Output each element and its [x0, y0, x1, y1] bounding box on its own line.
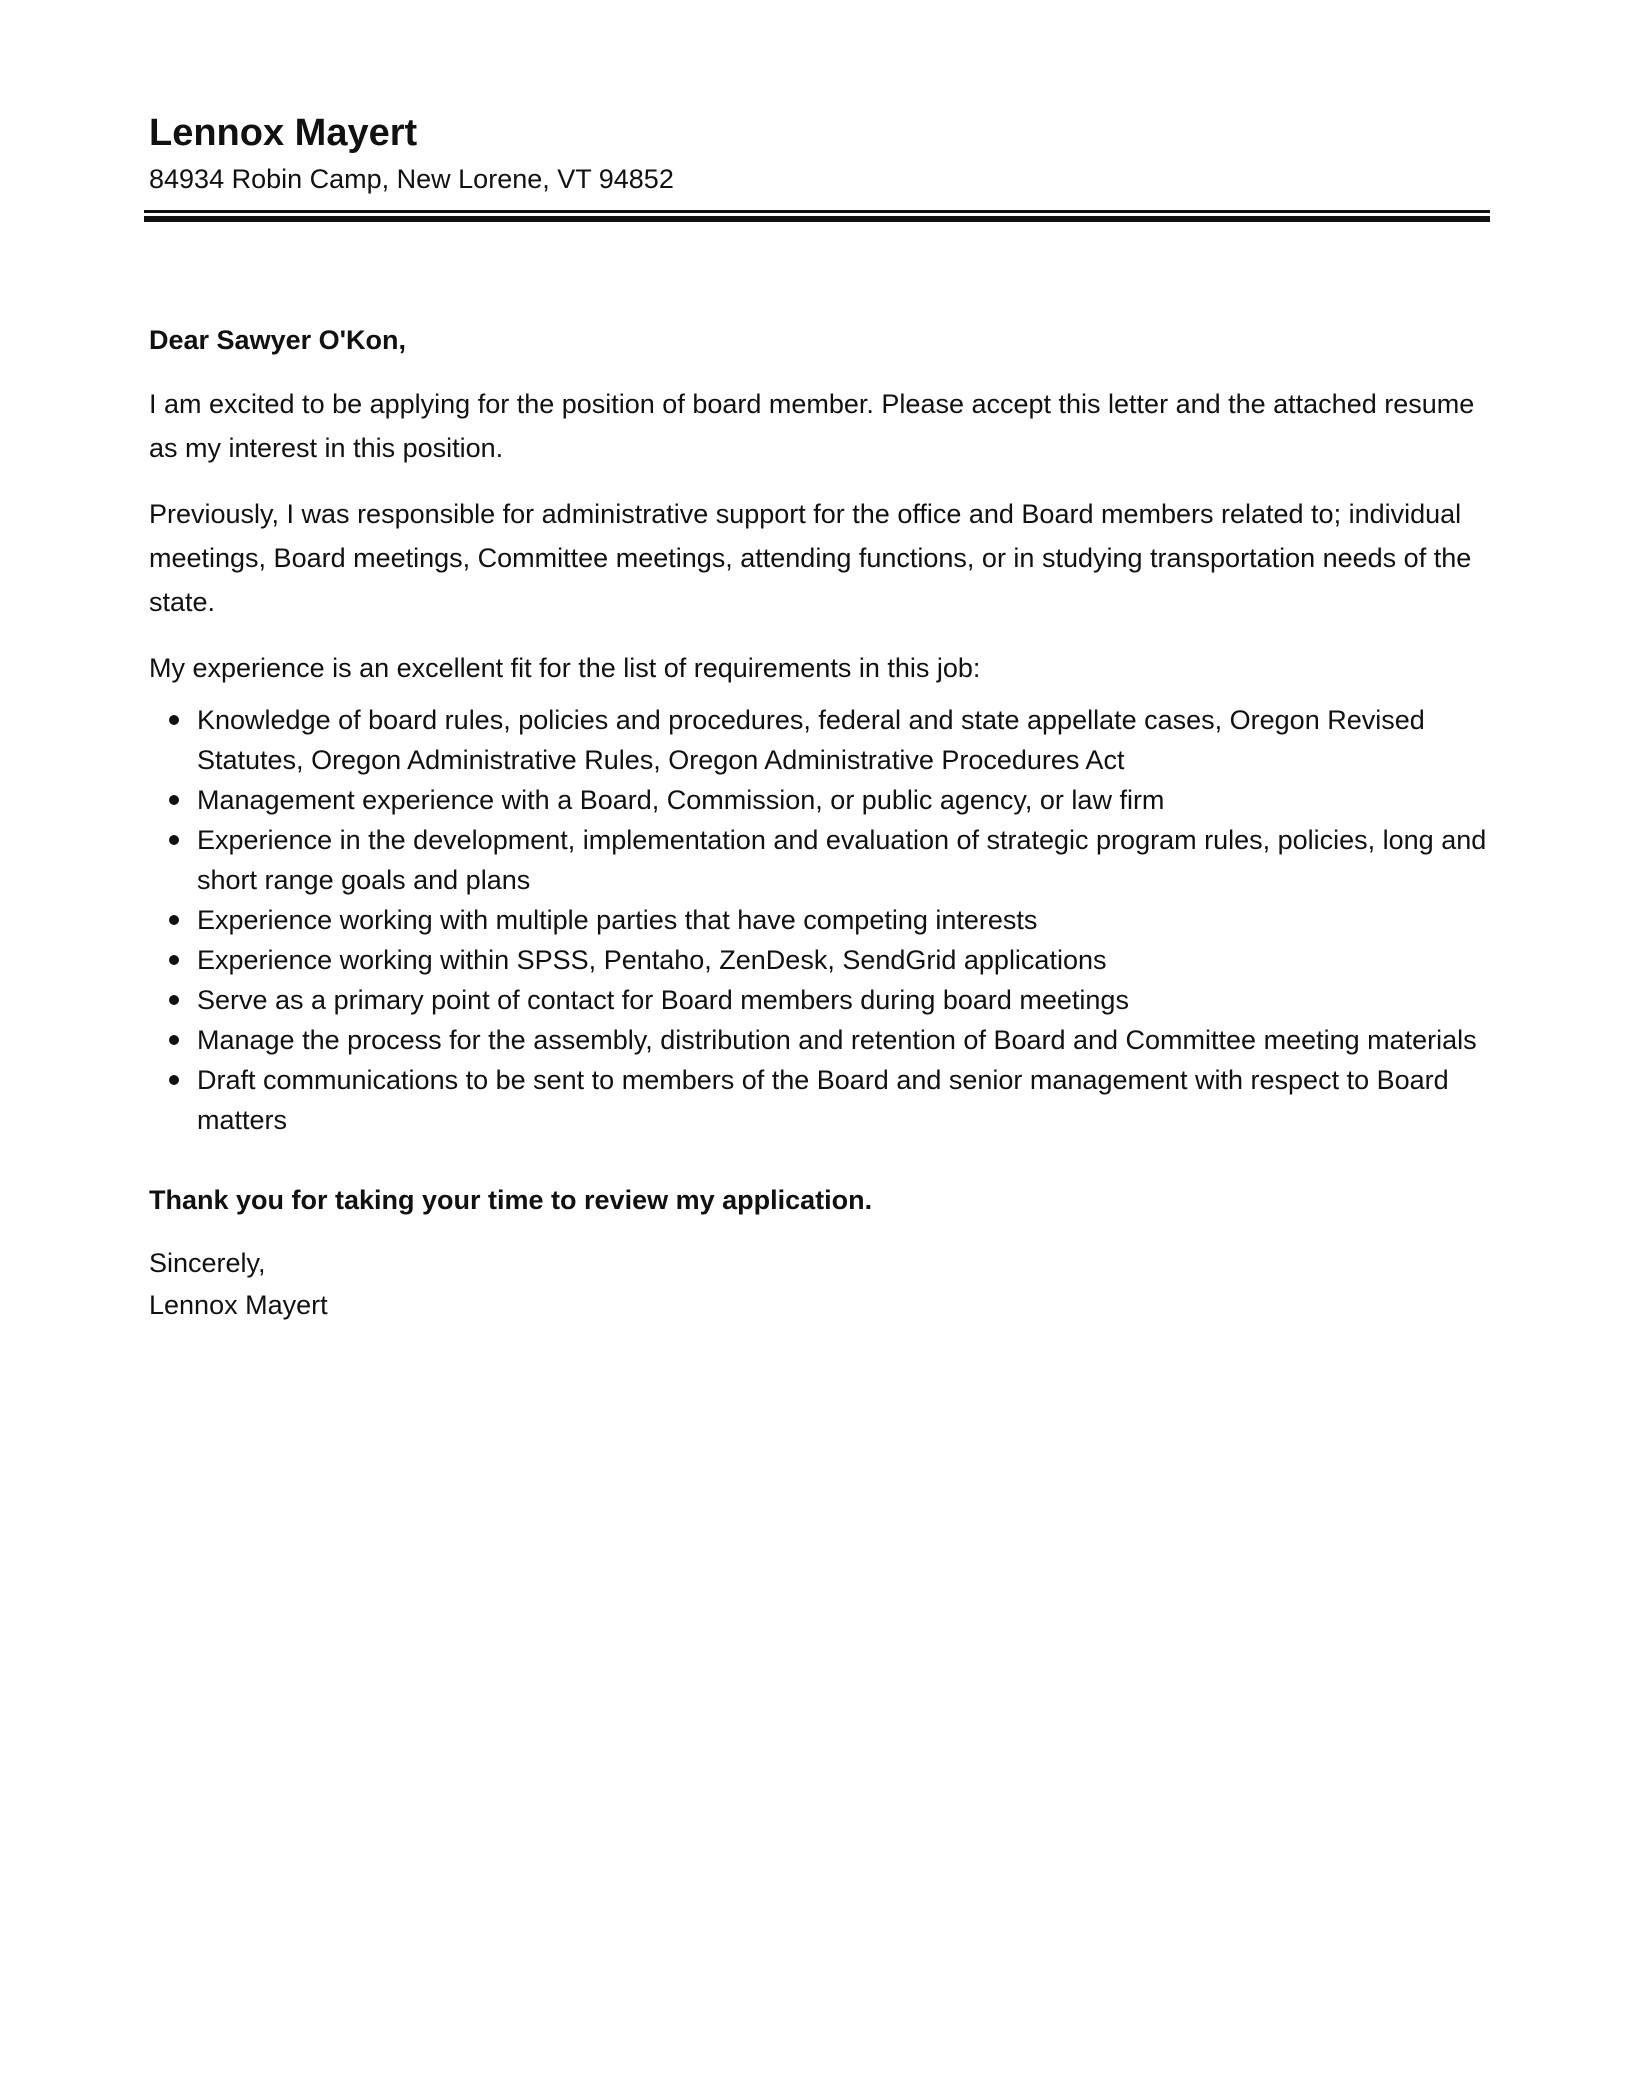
- bullet-icon: [169, 835, 179, 845]
- list-item: [149, 780, 1489, 820]
- list-item-text: Experience working with multiple parties that have competing interests: [197, 905, 1038, 935]
- list-item-text: Serve as a primary point of contact for Board members during board meetings: [197, 985, 1129, 1015]
- bullet-icon: [169, 795, 179, 805]
- list-item-text: Manage the process for the assembly, distribution and retention of Board and Committee meeting materials: [197, 1025, 1477, 1055]
- bullet-icon: [169, 1035, 179, 1045]
- list-item: [149, 1020, 1489, 1060]
- paragraph-experience: Previously, I was responsible for administrative support for the office and Board members related to; individual meetings, Board meetings, Committee meetings, attending functions, or in studying transportation needs of the state.: [149, 499, 1472, 617]
- list-item-text: Experience in the development, implementation and evaluation of strategic program rules, policies, long and short range goals and plans: [197, 825, 1487, 895]
- bullet-icon: [169, 1075, 179, 1085]
- list-item-text: Experience working within SPSS, Pentaho, ZenDesk, SendGrid applications: [197, 945, 1107, 975]
- sender-name: Lennox Mayert: [149, 112, 418, 154]
- list-item: [149, 1060, 1489, 1140]
- bullet-icon: [169, 915, 179, 925]
- header-divider: [144, 210, 1490, 222]
- list-item-text: Knowledge of board rules, policies and procedures, federal and state appellate cases, Oregon Revised Statutes, Oregon Administrative Rules, Oregon Administrative Procedures Act: [197, 705, 1425, 775]
- bullet-icon: [169, 955, 179, 965]
- sender-address: 84934 Robin Camp, New Lorene, VT 94852: [149, 164, 674, 194]
- salutation: Dear Sawyer O'Kon,: [149, 325, 407, 355]
- letter-header: [149, 108, 1489, 198]
- list-item: [149, 900, 1489, 940]
- list-item-text: Management experience with a Board, Commission, or public agency, or law firm: [197, 785, 1165, 815]
- bullet-icon: [169, 995, 179, 1005]
- signoff: Sincerely,: [149, 1248, 266, 1278]
- paragraph-fit: My experience is an excellent fit for the list of requirements in this job:: [149, 653, 981, 683]
- bullet-icon: [169, 715, 179, 725]
- requirements-list: [149, 700, 1489, 1140]
- signature-name: Lennox Mayert: [149, 1290, 328, 1320]
- list-item: [149, 980, 1489, 1020]
- list-item-text: Draft communications to be sent to members of the Board and senior management with respect to Board matters: [197, 1065, 1449, 1135]
- paragraph-intro: I am excited to be applying for the position of board member. Please accept this letter and the attached resume as my interest in this position.: [149, 389, 1475, 463]
- list-item: [149, 820, 1489, 900]
- list-item: [149, 940, 1489, 980]
- closing-line: Thank you for taking your time to review my application.: [149, 1185, 873, 1215]
- list-item: [149, 700, 1489, 780]
- letter-body: [149, 318, 1489, 1326]
